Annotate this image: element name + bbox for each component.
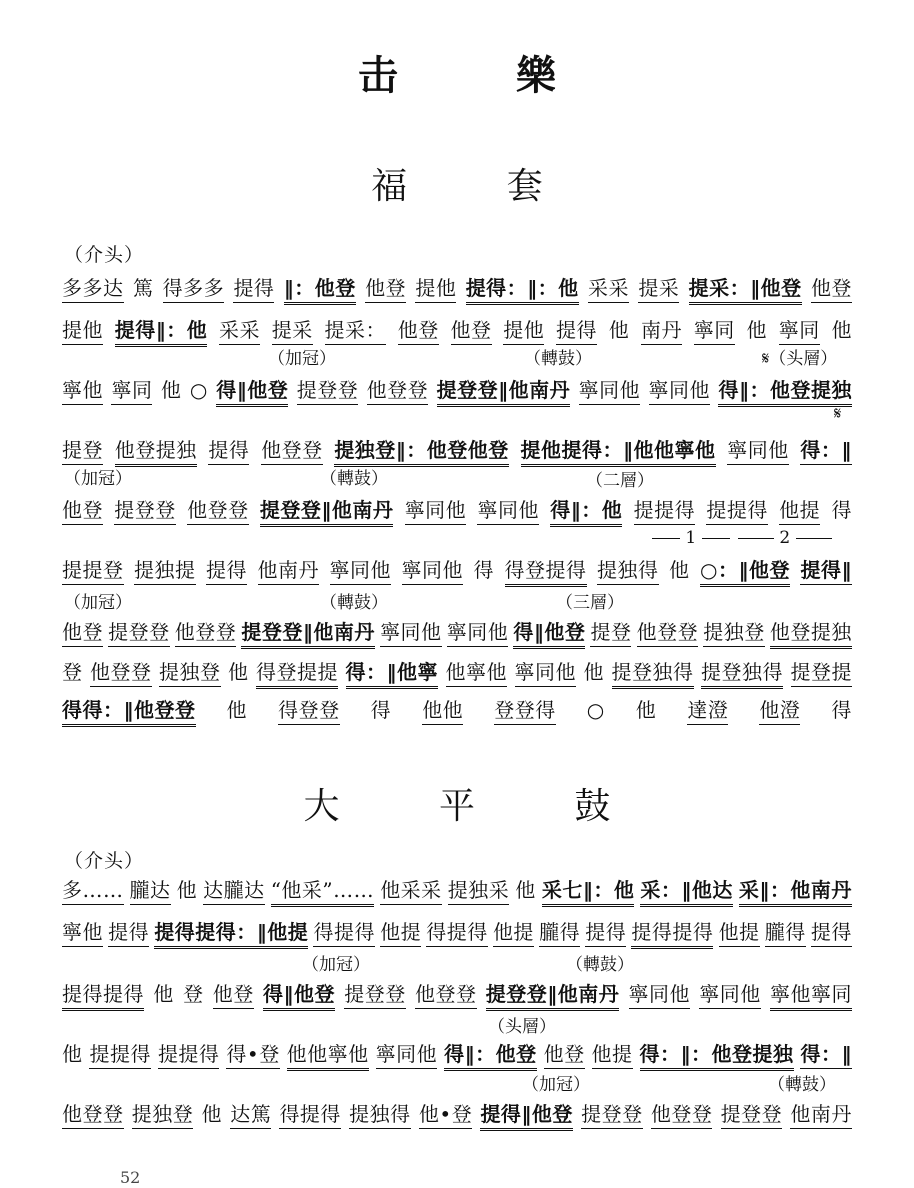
notation-token: 得 (831, 498, 852, 522)
annotation-sancen: （三層） (556, 593, 624, 613)
notation-token: 提提得 (158, 1038, 220, 1069)
notation-token: 得‖他登 (513, 616, 585, 649)
annotation-jiaguan: （加冠） (302, 955, 370, 975)
notation-token: 他登 (62, 616, 103, 647)
volta-bracket-1 (652, 528, 730, 548)
notation-token: 提得‖他登 (480, 1098, 573, 1131)
notation-token: 寧他寧同 (770, 978, 852, 1011)
notation-token: 他登登 (175, 616, 237, 647)
notation-line (62, 374, 852, 407)
section-intro: （介头） (64, 244, 145, 266)
notation-token: 他 (746, 318, 767, 342)
notation-token: 提登登 (108, 616, 170, 647)
notation-token: 提独采 (448, 874, 510, 905)
notation-token: 采：‖他达 (640, 874, 733, 907)
notation-token: 得：‖：他登提独 (640, 1038, 794, 1071)
notation-token: ‖：他登 (284, 272, 356, 305)
notation-token: 提采 (638, 272, 679, 303)
notation-token: 提他 (62, 314, 103, 345)
notation-token: 提得 (206, 554, 247, 585)
notation-token: 他登 (62, 494, 103, 525)
notation-token: 提独登 (159, 656, 221, 687)
notation-token: 寧同他 (447, 616, 509, 647)
notation-token: 他登登 (637, 616, 699, 647)
notation-token: 提得 (233, 272, 274, 303)
annotation-jiaguan: （加冠） (64, 593, 132, 613)
notation-line (62, 874, 852, 907)
notation-token: 提登登 (297, 374, 359, 405)
notation-token: 他登 (451, 314, 492, 345)
notation-token: 得：‖他寧 (346, 656, 439, 689)
notation-token: 他登 (213, 978, 254, 1009)
annotation-jiaguan: （加冠） (268, 349, 336, 369)
notation-token: 寧同 (111, 374, 152, 405)
notation-token: 采采 (588, 272, 629, 303)
notation-token: 朧达 (130, 874, 171, 905)
notation-token: 寧同他 (629, 978, 691, 1009)
notation-token: 寧同他 (579, 374, 641, 405)
notation-token: 得提得 (313, 916, 375, 947)
volta-1-label: 1 (685, 528, 697, 548)
notation-token: 寧同他 (330, 554, 392, 585)
annotation-toucen: 𝄋（头層） (762, 349, 838, 369)
notation-line (62, 494, 852, 527)
notation-token: 提得：‖：他 (466, 272, 579, 305)
notation-token: 提得提得 (631, 916, 713, 949)
notation-token: 登 (183, 982, 204, 1006)
notation-token: 提得提得：‖他提 (154, 916, 308, 949)
notation-token: 他南丹 (790, 1098, 852, 1129)
notation-token: 他登提独 (115, 434, 197, 467)
notation-token: 得登登 (278, 694, 340, 725)
notation-token: 提登登 (344, 978, 406, 1009)
notation-token: 南丹 (641, 314, 682, 345)
notation-token: 提独登 (132, 1098, 194, 1129)
notation-token: 他提 (719, 916, 760, 947)
notation-token: 寧同他 (380, 616, 442, 647)
notation-token: 篤 (132, 276, 154, 300)
notation-token: 寧同 (694, 314, 735, 345)
notation-token: 得登提得 (505, 554, 587, 587)
notation-token: 提独得 (597, 554, 659, 585)
notation-token: 得 (370, 698, 392, 722)
notation-line (62, 554, 852, 587)
notation-token: 他他 (422, 694, 463, 725)
notation-token: 得登提提 (256, 656, 338, 689)
annotation-jiaguan: （加冠） (522, 1075, 590, 1095)
notation-token: 提得 (811, 916, 852, 947)
notation-token: 提登 (62, 434, 103, 465)
notation-line (62, 434, 852, 467)
notation-token: 提采 (272, 314, 313, 345)
notation-token: 达朧达 (203, 874, 265, 905)
annotation-zhuangu: （轉鼓） (566, 955, 634, 975)
notation-token: 他登登 (415, 978, 477, 1009)
notation-token: 他登 (398, 314, 439, 345)
notation-token: 提得 (108, 916, 149, 947)
notation-token: 他寧他 (446, 656, 508, 687)
notation-token: 提得提得 (62, 978, 144, 1011)
notation-token: 提采：‖他登 (689, 272, 802, 305)
notation-token: 得‖：他登提独 (718, 374, 852, 407)
notation-token: 提登提 (791, 656, 853, 687)
notation-token: 他登 (544, 1038, 585, 1069)
notation-token: ○ (586, 698, 605, 722)
notation-token: 得：‖ (800, 434, 852, 465)
notation-line (62, 1098, 852, 1131)
notation-token: 提登登 (114, 494, 176, 525)
notation-token: 他南丹 (258, 554, 320, 585)
notation-token: 他 (228, 660, 249, 684)
notation-token: 寧他 (62, 374, 103, 405)
notation-token: 他登登 (187, 494, 249, 525)
notation-token: 寧他 (62, 916, 103, 947)
notation-token: 得提得 (426, 916, 488, 947)
page-number: 52 (120, 1168, 141, 1187)
annotation-ercen: （二層） (586, 471, 654, 491)
notation-token: 采采 (219, 314, 260, 345)
notation-line (62, 272, 852, 305)
notation-token: ○ (189, 378, 208, 402)
notation-token: 他登登 (367, 374, 429, 405)
annotation-zhuangu: （轉鼓） (524, 349, 592, 369)
annotation-jiaguan: （加冠） (64, 469, 132, 489)
notation-token: 達澄 (687, 694, 728, 725)
notation-token: 提提得 (706, 494, 768, 525)
notation-token: 他 (176, 878, 198, 902)
notation-token: 提登登 (581, 1098, 643, 1129)
notation-token: 寧同他 (405, 494, 467, 525)
notation-token: ○：‖他登 (700, 554, 790, 587)
notation-token: 寧同 (779, 314, 820, 345)
notation-line (62, 314, 852, 347)
notation-token: 得‖他登 (216, 374, 288, 407)
section-title-da-ping-gu: 大 平 鼓 (303, 786, 655, 827)
volta-2-label: 2 (779, 528, 791, 548)
notation-token: 提登 (590, 616, 631, 647)
notation-token: 得‖：他登 (444, 1038, 537, 1071)
notation-token: 他提 (592, 1038, 633, 1069)
notation-token: 采七‖：他 (542, 874, 635, 907)
notation-token: 提得 (585, 916, 626, 947)
notation-token: 提采： (325, 314, 387, 345)
notation-token: 提独得 (349, 1098, 411, 1129)
notation-token: 提提得 (634, 494, 696, 525)
notation-token: 得•登 (226, 1038, 279, 1069)
notation-line (62, 656, 852, 689)
notation-token: 他 (515, 878, 536, 902)
notation-token: 得 (831, 698, 852, 722)
notation-token: 提提得 (89, 1038, 151, 1069)
notation-token: 提他 (415, 272, 456, 303)
page-title: 击 樂 (358, 52, 608, 99)
notation-token: 得：‖ (800, 1038, 852, 1069)
annotation-zhuangu: （轉鼓） (320, 593, 388, 613)
notation-token: 他 (831, 318, 852, 342)
notation-token: 他 (201, 1102, 222, 1126)
notation-token: 提他提得：‖他他寧他 (521, 434, 716, 467)
notation-line (62, 978, 852, 1011)
notation-token: 多…… (62, 874, 124, 905)
notation-token: 寧同他 (376, 1038, 438, 1069)
notation-token: 提独提 (134, 554, 196, 585)
notation-line (62, 916, 852, 949)
section-intro: （介头） (64, 850, 145, 872)
notation-token: 他登登 (62, 1098, 124, 1129)
notation-token: 他采采 (380, 874, 442, 905)
volta-bracket-2 (738, 528, 832, 548)
notation-token: 提得‖ (800, 554, 852, 585)
annotation-toucen: （头層） (488, 1017, 556, 1037)
notation-token: 他•登 (419, 1098, 472, 1129)
notation-token: 他 (583, 660, 604, 684)
notation-token: 提他 (503, 314, 544, 345)
notation-token: 采‖：他南丹 (739, 874, 852, 907)
notation-line (62, 694, 852, 727)
notation-token: 寧同他 (727, 434, 789, 465)
segno-sign: 𝄋 (834, 404, 842, 424)
notation-line (62, 1038, 852, 1071)
notation-token: 他登 (811, 272, 852, 303)
notation-token: 他登 (365, 272, 406, 303)
notation-token: 提登登 (721, 1098, 783, 1129)
notation-token: 他提 (493, 916, 534, 947)
notation-token: 提得 (556, 314, 597, 345)
notation-token: 他登登 (261, 434, 323, 465)
notation-token: 提得‖：他 (115, 314, 208, 347)
notation-token: 得得：‖他登登 (62, 694, 196, 727)
notation-token: 寧同他 (477, 494, 539, 525)
notation-token: 他他寧他 (287, 1038, 369, 1071)
notation-token: 他提 (380, 916, 421, 947)
notation-token: 他 (153, 982, 174, 1006)
notation-token: 得 (473, 558, 494, 582)
notation-token: 提登登‖他南丹 (437, 374, 571, 407)
annotation-zhuangu: （轉鼓） (320, 469, 388, 489)
notation-token: 寧同他 (515, 656, 577, 687)
notation-token: “他采”…… (271, 874, 374, 907)
section-title-fu-tao: 福 套 (371, 166, 587, 207)
notation-token: 他 (160, 378, 182, 402)
notation-token: 他 (226, 698, 248, 722)
notation-token: 寧同他 (699, 978, 761, 1009)
notation-token: 朧得 (539, 916, 580, 947)
notation-token: 他登登 (651, 1098, 713, 1129)
notation-token: 提独登 (703, 616, 765, 647)
notation-token: 登 (62, 660, 83, 684)
notation-token: 他 (669, 558, 690, 582)
notation-token: 得提得 (279, 1098, 341, 1129)
annotation-zhuangu: （轉鼓） (768, 1075, 836, 1095)
notation-token: 登登得 (494, 694, 556, 725)
notation-token: 寧同他 (649, 374, 711, 405)
notation-token: 提登独得 (612, 656, 694, 689)
notation-token: 提登独得 (701, 656, 783, 689)
notation-token: 他 (62, 1042, 83, 1066)
notation-token: 提登登‖他南丹 (486, 978, 620, 1011)
notation-token: 多多达 (62, 272, 124, 303)
notation-token: 他 (635, 698, 657, 722)
notation-token: 提登登‖他南丹 (260, 494, 394, 527)
notation-token: 得‖：他 (550, 494, 622, 527)
notation-token: 提得 (208, 434, 249, 465)
notation-token: 他登登 (90, 656, 152, 687)
notation-token: 提登登‖他南丹 (241, 616, 375, 649)
notation-token: 得多多 (163, 272, 225, 303)
notation-token: 提独登‖：他登他登 (334, 434, 509, 467)
notation-token: 达篤 (230, 1098, 271, 1129)
notation-token: 他提 (779, 494, 820, 525)
notation-token: 朧得 (765, 916, 806, 947)
notation-token: 他澄 (759, 694, 800, 725)
notation-token: 提提登 (62, 554, 124, 585)
notation-line (62, 616, 852, 649)
notation-token: 他登提独 (770, 616, 852, 649)
notation-token: 寧同他 (402, 554, 464, 585)
notation-token: 得‖他登 (263, 978, 335, 1011)
notation-token: 他 (608, 318, 630, 342)
